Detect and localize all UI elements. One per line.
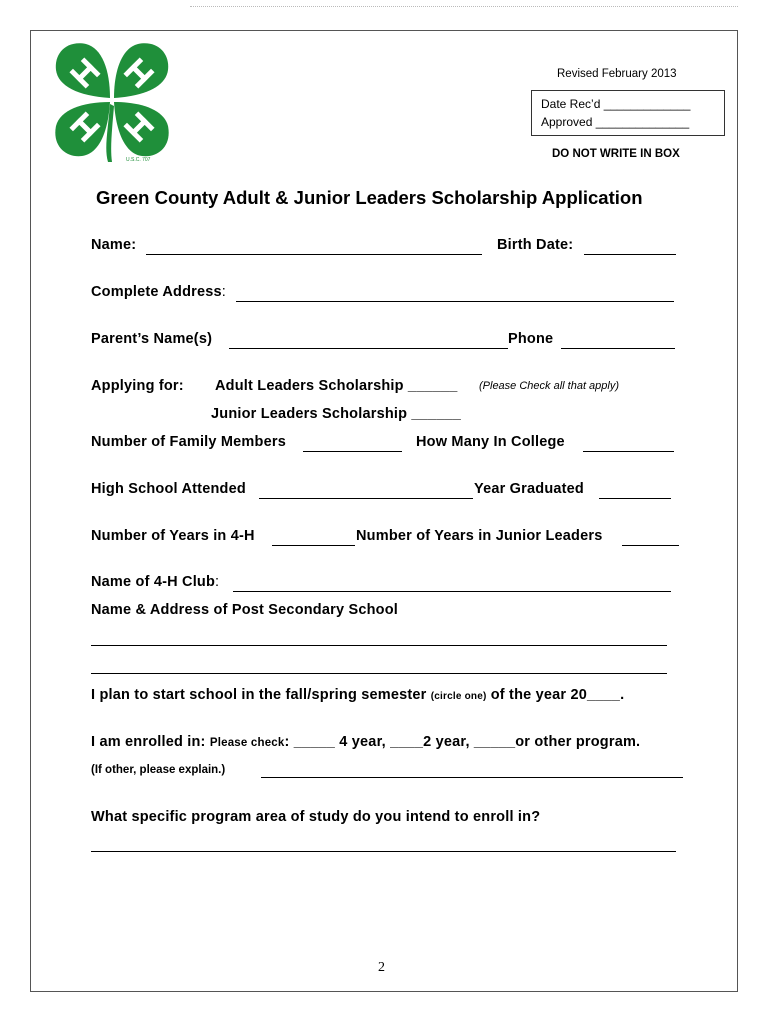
4h-clover-logo (52, 40, 172, 165)
junior-leaders-option[interactable]: Junior Leaders Scholarship ______ (211, 406, 461, 422)
enrolled-options[interactable]: : _____ 4 year, ____2 year, _____or other program. (284, 734, 641, 750)
family-members-label: Number of Family Members (91, 434, 286, 450)
applying-for-label: Applying for: (91, 378, 184, 394)
program-area-label: What specific program area of study do you intend to enroll in? (91, 809, 541, 825)
revised-date: Revised February 2013 (557, 68, 677, 80)
plan-start-statement: I plan to start school in the fall/spring semester (circle one) of the year 20____. (91, 687, 625, 703)
check-all-note: (Please Check all that apply) (479, 380, 620, 392)
office-use-box (531, 90, 725, 136)
high-school-label: High School Attended (91, 481, 246, 497)
program-area-field[interactable] (91, 851, 676, 852)
year-graduated-field[interactable] (599, 498, 671, 499)
enrolled-statement: I am enrolled in: Please check: _____ 4 year, ____2 year, _____or other program. (91, 734, 641, 750)
name-label: Name: (91, 237, 137, 253)
do-not-write-notice: DO NOT WRITE IN BOX (552, 148, 680, 160)
please-check-note: Please check (209, 737, 285, 749)
birth-date-label: Birth Date: (497, 237, 574, 253)
address-field[interactable] (236, 301, 674, 302)
logo-mark-text: U.S.C. 707 (126, 157, 151, 163)
name-field[interactable] (146, 254, 482, 255)
years-4h-label: Number of Years in 4-H (91, 528, 255, 544)
phone-field[interactable] (561, 348, 675, 349)
high-school-field[interactable] (259, 498, 473, 499)
parents-name-field[interactable] (229, 348, 508, 349)
form-title: Green County Adult & Junior Leaders Scholarship Application (96, 187, 643, 208)
birth-date-field[interactable] (584, 254, 676, 255)
parents-name-label: Parent’s Name(s) (91, 331, 213, 347)
if-other-field[interactable] (261, 777, 683, 778)
post-secondary-field-line-2[interactable] (91, 673, 667, 674)
page-number: 2 (378, 960, 385, 975)
plan-year-field[interactable]: of the year 20____. (490, 687, 625, 703)
club-name-label: Name of 4-H Club: (91, 574, 220, 590)
page-border (30, 30, 738, 992)
top-dotted-rule (190, 6, 738, 7)
date-received-line: Date Rec’d _____________ (541, 97, 691, 111)
post-secondary-label: Name & Address of Post Secondary School (91, 602, 399, 618)
if-other-label: (If other, please explain.) (91, 764, 226, 776)
adult-leaders-option[interactable]: Adult Leaders Scholarship ______ (215, 378, 458, 394)
address-label: Complete Address: (91, 284, 227, 300)
post-secondary-field-line-1[interactable] (91, 645, 667, 646)
family-members-field[interactable] (303, 451, 402, 452)
years-4h-field[interactable] (272, 545, 355, 546)
phone-label: Phone (508, 331, 554, 347)
how-many-college-field[interactable] (583, 451, 674, 452)
how-many-college-label: How Many In College (416, 434, 565, 450)
circle-one-note: (circle one) (430, 691, 487, 702)
years-junior-field[interactable] (622, 545, 679, 546)
club-name-field[interactable] (233, 591, 671, 592)
year-graduated-label: Year Graduated (474, 481, 584, 497)
approved-line: Approved ______________ (541, 115, 690, 129)
years-junior-label: Number of Years in Junior Leaders (356, 528, 603, 544)
